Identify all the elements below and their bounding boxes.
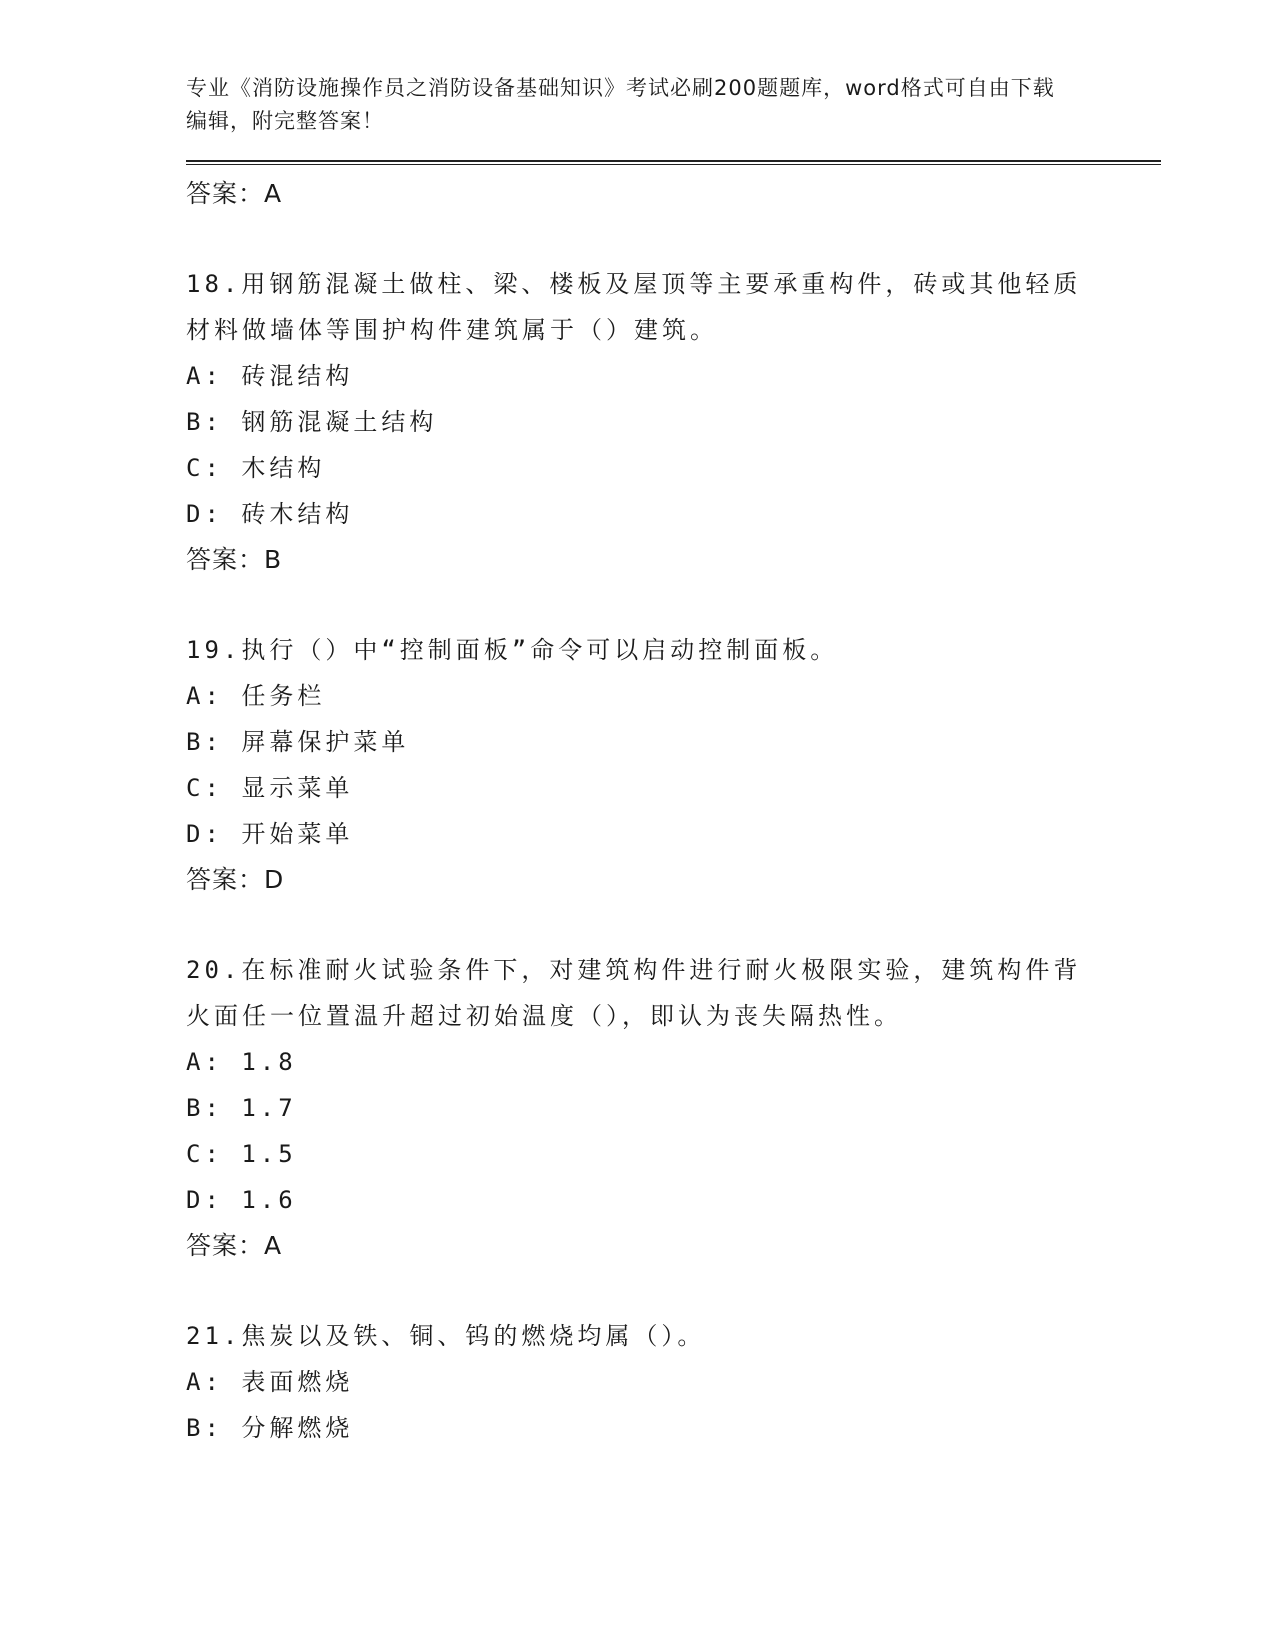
question-text: 20.在标准耐火试验条件下，对建筑构件进行耐火极限实验，建筑构件背火面任一位置温升超过初始温度（），即认为丧失隔热性。 (186, 956, 1082, 1030)
answer-line: 答案：A (186, 1231, 283, 1260)
option-c: C: 显示菜单 (186, 774, 354, 802)
question-text: 18.用钢筋混凝土做柱、梁、楼板及屋顶等主要承重构件，砖或其他轻质材料做墙体等围护构件建筑属于（）建筑。 (186, 270, 1082, 344)
document-header: 专业《消防设施操作员之消防设备基础知识》考试必刷200题题库，word格式可自由下载编辑，附完整答案！ (186, 76, 1055, 133)
question-text: 21.焦炭以及铁、铜、钨的燃烧均属（）。 (186, 1322, 706, 1350)
option-c: C: 木结构 (186, 454, 326, 482)
question-block-20 (186, 947, 1161, 1269)
question-text: 19.执行（）中“控制面板”命令可以启动控制面板。 (186, 636, 839, 664)
question-block-19 (186, 627, 1161, 903)
question-block-18 (186, 261, 1161, 583)
answer-line: 答案：A (186, 179, 283, 208)
option-a: A: 任务栏 (186, 682, 326, 710)
option-b: B: 屏幕保护菜单 (186, 728, 410, 756)
question-block-21 (186, 1313, 1161, 1451)
document-page (186, 72, 1161, 1451)
option-c: C: 1.5 (186, 1140, 297, 1168)
header-divider (186, 160, 1161, 165)
option-d: D: 砖木结构 (186, 500, 354, 528)
question-list (186, 171, 1161, 1451)
option-d: D: 1.6 (186, 1186, 297, 1214)
option-d: D: 开始菜单 (186, 820, 354, 848)
answer-line: 答案：B (186, 545, 283, 574)
answer-line: 答案：D (186, 865, 285, 894)
option-a: A: 砖混结构 (186, 362, 354, 390)
option-a: A: 表面燃烧 (186, 1368, 354, 1396)
option-b: B: 1.7 (186, 1094, 297, 1122)
option-b: B: 分解燃烧 (186, 1414, 354, 1442)
option-b: B: 钢筋混凝土结构 (186, 408, 438, 436)
option-a: A: 1.8 (186, 1048, 297, 1076)
